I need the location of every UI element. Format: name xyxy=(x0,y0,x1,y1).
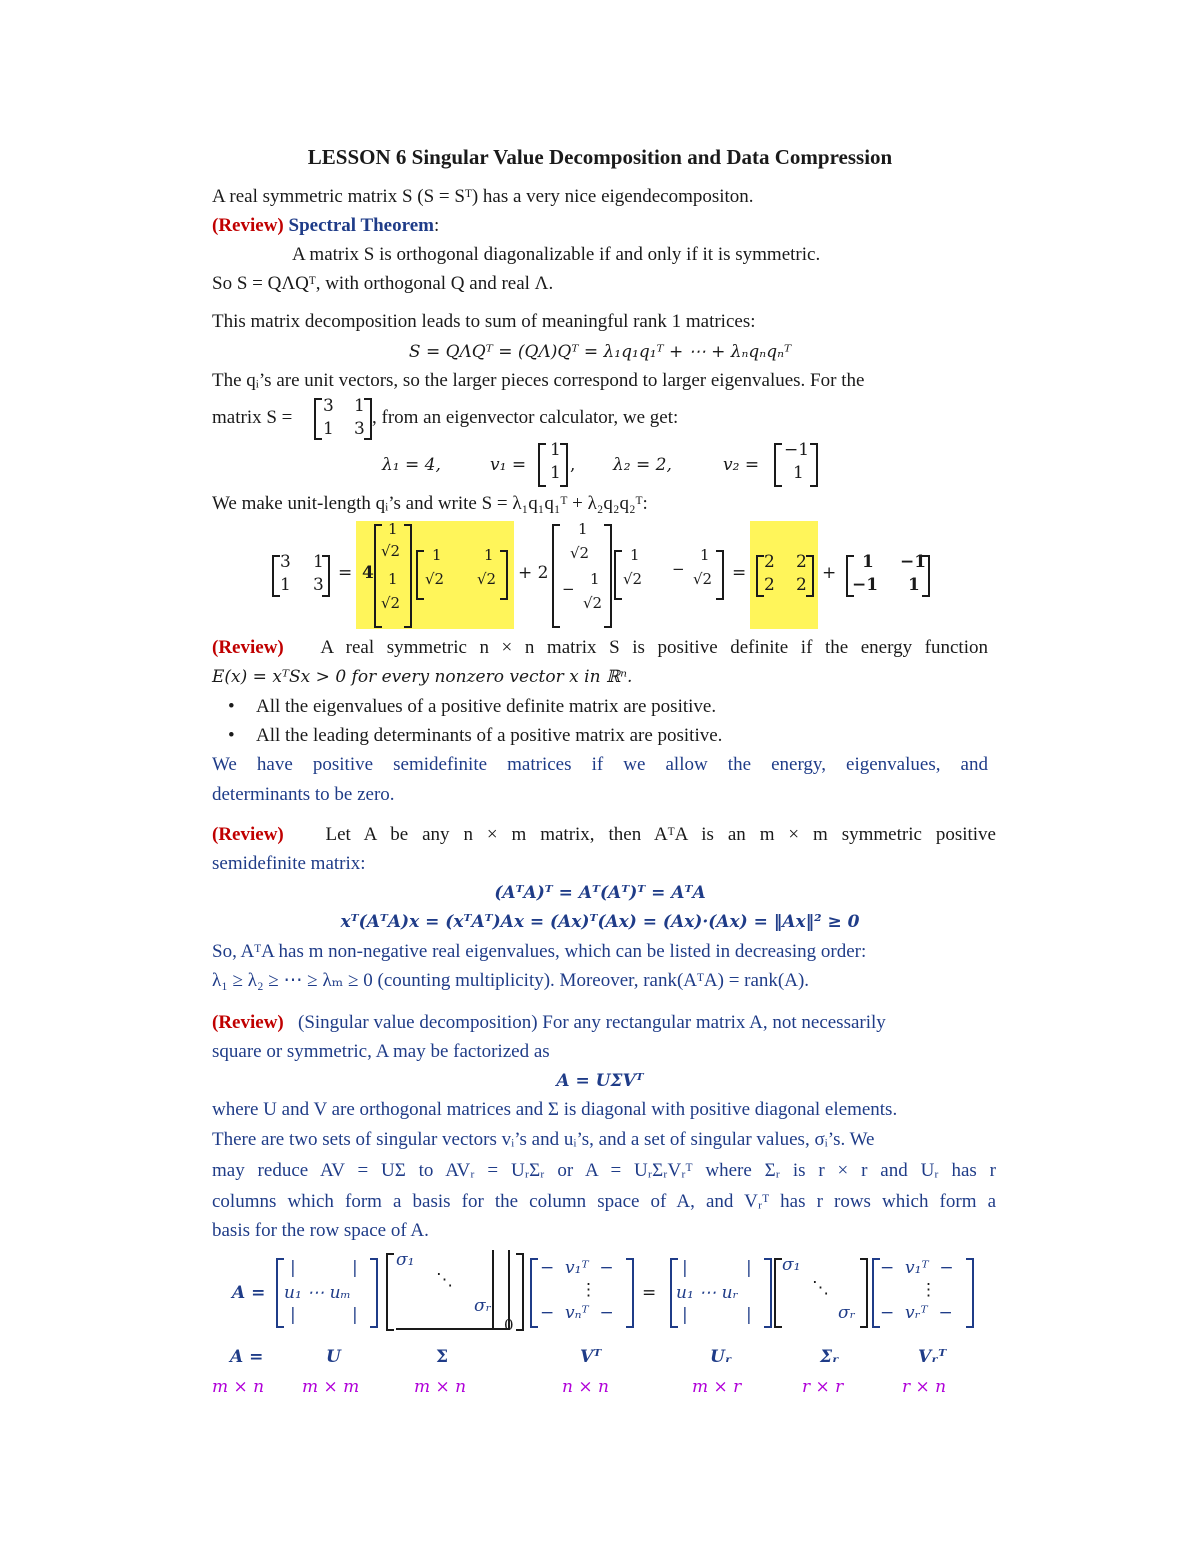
spectral-heading: (Review) Spectral Theorem: xyxy=(212,215,440,236)
label-vrt: Vᵣᵀ xyxy=(918,1347,947,1367)
svd-line2: square or symmetric, A may be factorized as xyxy=(212,1041,550,1062)
label-a: A = xyxy=(230,1347,264,1367)
v2-label: v₂ = xyxy=(723,455,760,475)
matrix-line-pre: matrix S = xyxy=(212,407,293,428)
bullet-eigenvalues: All the eigenvalues of a positive definite matrix are positive. xyxy=(256,696,717,717)
dim-sigma-r: r × r xyxy=(802,1377,844,1397)
spectral-theorem-label: Spectral Theorem xyxy=(288,215,434,236)
ata-line2: semidefinite matrix: xyxy=(212,853,366,874)
lambda2: λ₂ = 2, xyxy=(613,455,672,475)
label-vt: Vᵀ xyxy=(580,1347,602,1367)
svd-line4: There are two sets of singular vectors vᵢ’s and uᵢ’s, and a set of singular values, σᵢ’s. We xyxy=(212,1129,875,1150)
so-line: So S = QΛQᵀ, with orthogonal Q and real Λ. xyxy=(212,273,554,294)
matrix-line-post: , from an eigenvector calculator, we get: xyxy=(372,407,679,428)
sigma-divider xyxy=(492,1250,494,1330)
v1-label: v₁ = xyxy=(490,455,527,475)
review-label: (Review) xyxy=(212,215,284,236)
semidefinite-line1: We have positive semidefinite matrices if we allow the energy, eigenvalues, and xyxy=(212,754,988,775)
dim-a: m × n xyxy=(212,1377,265,1397)
svd-line6: columns which form a basis for the column space of A, and Vᵣᵀ has r rows which form a xyxy=(212,1191,996,1212)
label-ur: Uᵣ xyxy=(710,1347,732,1367)
posdef-line2: E(x) = xᵀSx > 0 for every nonzero vector x in ℝⁿ. xyxy=(212,667,633,687)
dim-sigma: m × n xyxy=(414,1377,467,1397)
dim-vt: n × n xyxy=(562,1377,609,1397)
ata-line3: So, AᵀA has m non-negative real eigenvalues, which can be listed in decreasing order: xyxy=(212,941,867,962)
unit-line: We make unit-length qᵢ’s and write S = λ₁q₁q₁ᵀ + λ₂q₂q₂ᵀ: xyxy=(212,493,648,514)
ata-eq1: (AᵀA)ᵀ = Aᵀ(Aᵀ)ᵀ = AᵀA xyxy=(494,883,706,903)
bullet-determinants: All the leading determinants of a positive matrix are positive. xyxy=(256,725,723,746)
matrix-right-bracket xyxy=(364,398,372,440)
svd-equation: A = UΣVᵀ xyxy=(556,1071,644,1091)
ata-eq2: xᵀ(AᵀA)x = (xᵀAᵀ)Ax = (Ax)ᵀ(Ax) = (Ax)·(Ax) = ‖Ax‖² ≥ 0 xyxy=(340,912,860,932)
bullet-icon: • xyxy=(228,696,235,717)
dim-vrt: r × n xyxy=(902,1377,947,1397)
svd-line7: basis for the row space of A. xyxy=(212,1220,429,1241)
lambda1: λ₁ = 4, xyxy=(382,455,441,475)
ata-line4: λ₁ ≥ λ₂ ≥ ⋯ ≥ λₘ ≥ 0 (counting multiplicity). Moreover, rank(AᵀA) = rank(A). xyxy=(212,970,810,991)
intro-line: A real symmetric matrix S (S = Sᵀ) has a very nice eigendecompositon. xyxy=(212,186,754,207)
svd-line1: (Review) (Singular value decomposition) For any rectangular matrix A, not necessarily xyxy=(212,1012,886,1033)
bullet-icon: • xyxy=(228,725,235,746)
sum-equation: S = QΛQᵀ = (QΛ)Qᵀ = λ₁q₁q₁ᵀ + ⋯ + λₙqₙqₙᵀ xyxy=(408,342,792,362)
theorem-text: A matrix S is orthogonal diagonalizable if and only if it is symmetric. xyxy=(292,244,821,265)
qi-line: The qᵢ’s are unit vectors, so the larger pieces correspond to larger eigenvalues. For the xyxy=(212,370,865,391)
dim-ur: m × r xyxy=(692,1377,742,1397)
label-sigma: Σ xyxy=(436,1347,449,1367)
diagram-a-equals: A = xyxy=(232,1283,266,1303)
decomp-line: This matrix decomposition leads to sum of meaningful rank 1 matrices: xyxy=(212,311,756,332)
label-sigma-r: Σᵣ xyxy=(820,1347,840,1367)
label-u: U xyxy=(326,1347,341,1367)
posdef-line1: (Review) A real symmetric n × n matrix S is positive definite if the energy function xyxy=(212,637,988,658)
svd-line5: may reduce AV = UΣ to AVᵣ = UᵣΣᵣ or A = UᵣΣᵣVᵣᵀ where Σᵣ is r × r and Uᵣ has r xyxy=(212,1160,996,1181)
page-title: LESSON 6 Singular Value Decomposition and Data Compression xyxy=(307,145,893,169)
matrix-left-bracket xyxy=(314,398,322,440)
dim-u: m × m xyxy=(302,1377,360,1397)
ata-line1: (Review) Let A be any n × m matrix, then AᵀA is an m × m symmetric positive xyxy=(212,824,996,845)
svd-line3: where U and V are orthogonal matrices and Σ is diagonal with positive diagonal elements. xyxy=(212,1099,898,1120)
semidefinite-line2: determinants to be zero. xyxy=(212,784,395,805)
